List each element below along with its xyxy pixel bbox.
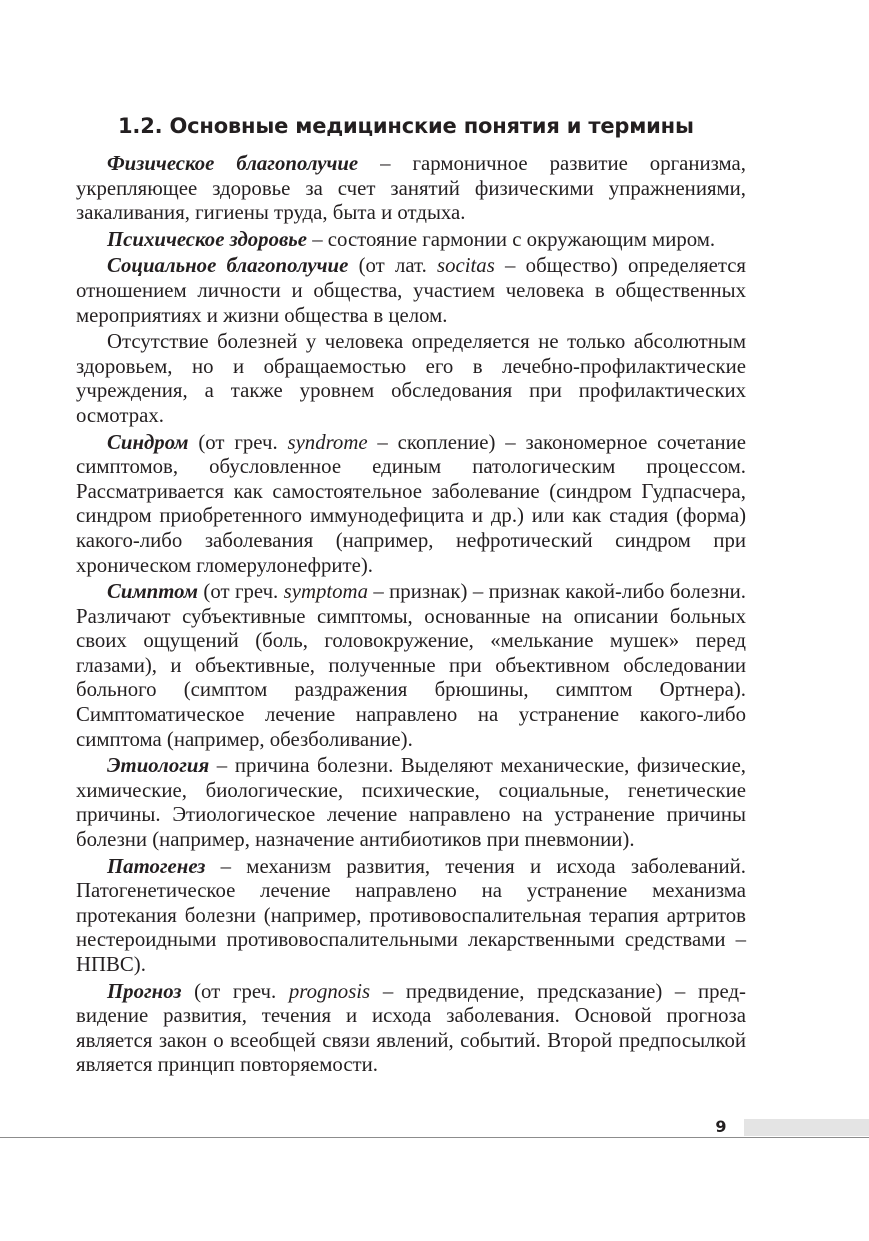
etymology-word: prognosis [288, 979, 371, 1003]
paragraph-social-wellbeing [76, 254, 746, 328]
definition-text: Отсутствие болезней у человека определяется не только абсолютным здоровьем, но и обращаемостью его в лечебно-профилактические учреждения, а также уровнем обследования при профилактических осмотрах. [76, 330, 746, 427]
etymology-word: symptoma [283, 580, 368, 604]
definition-text: (от греч. [188, 430, 288, 454]
footer-divider [0, 1137, 869, 1138]
definition-text: – состояние гармонии с окружающим миром. [307, 227, 716, 251]
term-label: Психическое здоровье [107, 227, 307, 251]
etymology-word: syndrome [287, 430, 368, 454]
definition-text: (от греч. [198, 580, 284, 604]
footer-bar [744, 1119, 869, 1136]
definition-text: – причина болезни. Выделяют механические, физические, химические, биологические, психические, социальные, генетические причины. Этиологическое лечение направлено на устранение причины болезни (например, назначение антибиотиков при пневмонии). [76, 754, 746, 852]
definition-text: (от греч. [181, 979, 289, 1003]
definition-text: (от лат. [348, 254, 438, 278]
paragraph-absence-of-disease [76, 330, 746, 428]
term-label: Физическое благополучие [107, 152, 359, 175]
term-label: Социальное благополучие [107, 254, 349, 278]
page-number: 9 [715, 1117, 727, 1136]
paragraph-syndrome [76, 431, 746, 579]
body-text [76, 152, 746, 1080]
paragraph-pathogenesis [76, 855, 746, 978]
definition-text: – скопление) – закономерное сочетание симптомов, обусловленное единым патологическим процессом. Рассматривается как самостоятельное заболевание (синдром Гудпасчера, синдром приобретенного иммунодефицита и др.) или как стадия (форма) какого-либо заболевания (например, нефротический синдром при хроническом гломерулонефрите). [76, 430, 746, 577]
paragraph-symptom [76, 580, 746, 752]
term-label: Симптом [107, 580, 199, 604]
paragraph-mental-health [76, 228, 746, 253]
term-label: Синдром [107, 430, 189, 454]
etymology-word: socitas [437, 254, 495, 278]
definition-text: – предвидение, предсказание) – предвидение развития, течения и исхода заболевания. Основой прогноза является закон о всеобщей связи явлений, событий. Второй предпосылкой является принцип повторяемости. [76, 979, 746, 1077]
definition-text: – общество) определяется отношением личности и общества, участием человека в общественных мероприятиях и жизни общества в целом. [76, 254, 746, 327]
paragraph-etiology [76, 754, 746, 852]
term-label: Патогенез [107, 854, 206, 878]
paragraph-physical-wellbeing [76, 152, 746, 226]
definition-text: – механизм развития, течения и исхода заболеваний. Патогенетическое лечение направлено на устранение механизма протекания болезни (например, противовоспалительная терапия артритов нестероидными противовоспалительными лекарственными средствами – НПВС). [76, 854, 746, 976]
term-label: Прогноз [107, 979, 182, 1003]
definition-text: – гармоничное развитие организма, укрепляющее здоровье за счет занятий физическими упражнениями, закаливания, гигиены труда, быта и отдыха. [76, 152, 746, 225]
term-label: Этиология [107, 754, 210, 778]
paragraph-prognosis [76, 980, 746, 1078]
definition-text: – признак) – признак какой-либо болезни. Различают субъективные симптомы, основанные на описании больных своих ощущений (боль, головокружение, «мелькание мушек» перед глазами), и объективные, полученные при объективном обследовании больного (симптом раздражения брюшины, симптом Ортнера). Симптоматическое лечение направлено на устранение какого-либо симптома (например, обезболивание). [76, 580, 746, 751]
section-heading: 1.2. Основные медицинские понятия и термины [118, 114, 694, 138]
